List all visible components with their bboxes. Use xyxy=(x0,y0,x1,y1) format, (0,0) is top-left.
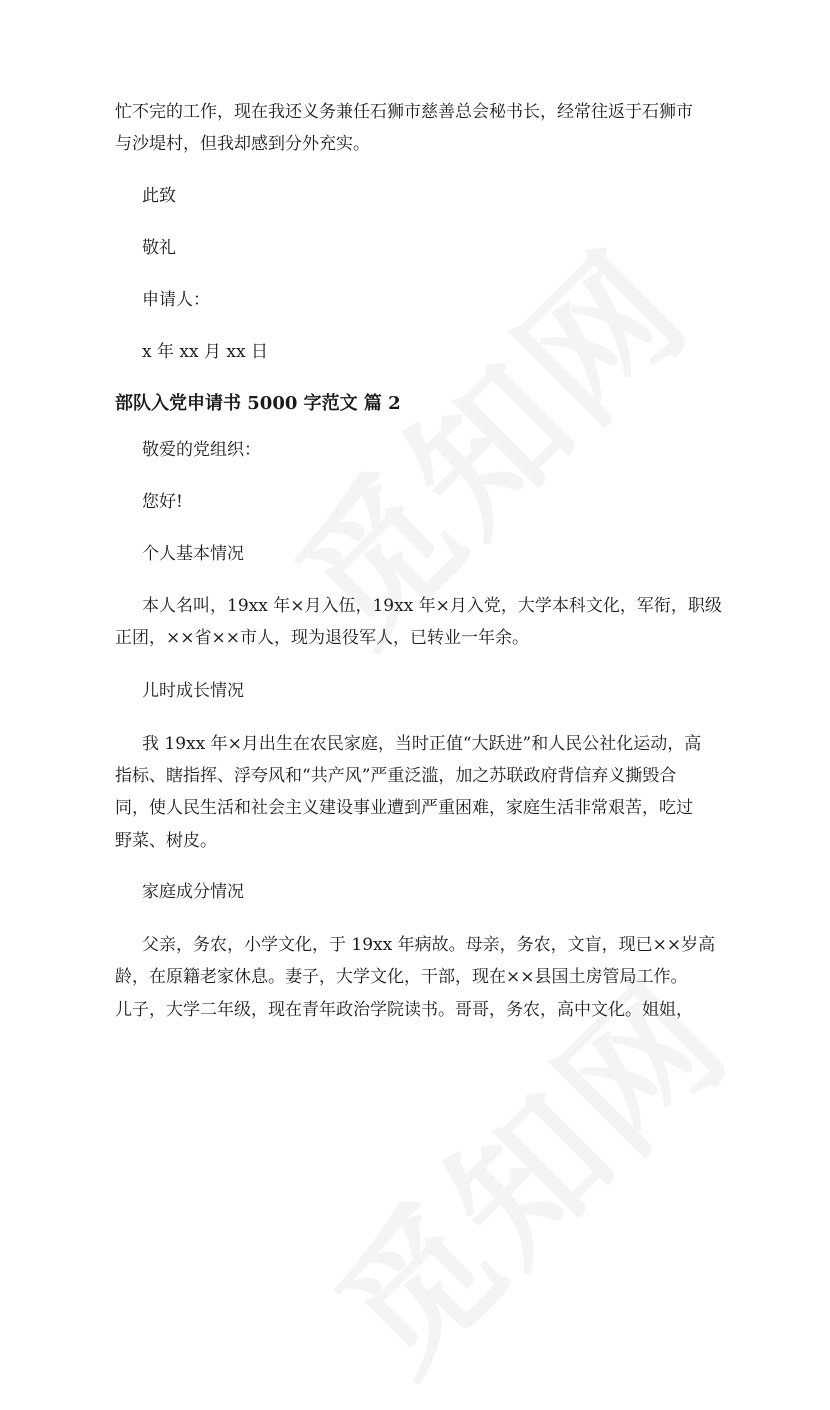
paragraph-line: 本人名叫，19xx 年×月入伍，19xx 年×月入党，大学本科文化，军衔，职级 xyxy=(142,596,722,616)
paragraph-line: 野菜、树皮。 xyxy=(115,831,217,851)
applicant-label: 申请人： xyxy=(142,290,210,310)
subsection-title: 儿时成长情况 xyxy=(142,681,244,701)
greeting: 您好! xyxy=(142,492,183,512)
paragraph-line: 忙不完的工作，现在我还义务兼任石狮市慈善总会秘书长，经常往返于石狮市 xyxy=(115,102,693,122)
closing-text: 此致 xyxy=(142,186,176,206)
paragraph-line: 指标、瞎指挥、浮夸风和“共产风”严重泛滥，加之苏联政府背信弃义撕毁合 xyxy=(115,766,677,786)
section-heading: 部队入党申请书 5000 字范文 篇 2 xyxy=(115,393,401,414)
paragraph-line: 我 19xx 年×月出生在农民家庭，当时正值“大跃进”和人民公社化运动，高 xyxy=(142,734,702,754)
paragraph-line: 同，使人民生活和社会主义建设事业遭到严重困难，家庭生活非常艰苦，吃过 xyxy=(115,798,693,818)
paragraph-line: 父亲，务农，小学文化，于 19xx 年病故。母亲，务农，文盲，现已××岁高 xyxy=(142,935,716,955)
paragraph-line: 正团，××省××市人，现为退役军人，已转业一年余。 xyxy=(115,628,529,648)
subsection-title: 家庭成分情况 xyxy=(142,882,244,902)
paragraph-line: 龄，在原籍老家休息。妻子，大学文化，干部，现在××县国土房管局工作。 xyxy=(115,967,688,987)
paragraph-line: 与沙堤村，但我却感到分外充实。 xyxy=(115,134,370,154)
date-line: x 年 xx 月 xx 日 xyxy=(142,342,268,362)
salutation: 敬爱的党组织： xyxy=(142,440,261,460)
closing-text: 敬礼 xyxy=(142,238,176,258)
paragraph-line: 儿子，大学二年级，现在青年政治学院读书。哥哥，务农，高中文化。姐姐， xyxy=(115,1000,693,1020)
subsection-title: 个人基本情况 xyxy=(142,544,244,564)
